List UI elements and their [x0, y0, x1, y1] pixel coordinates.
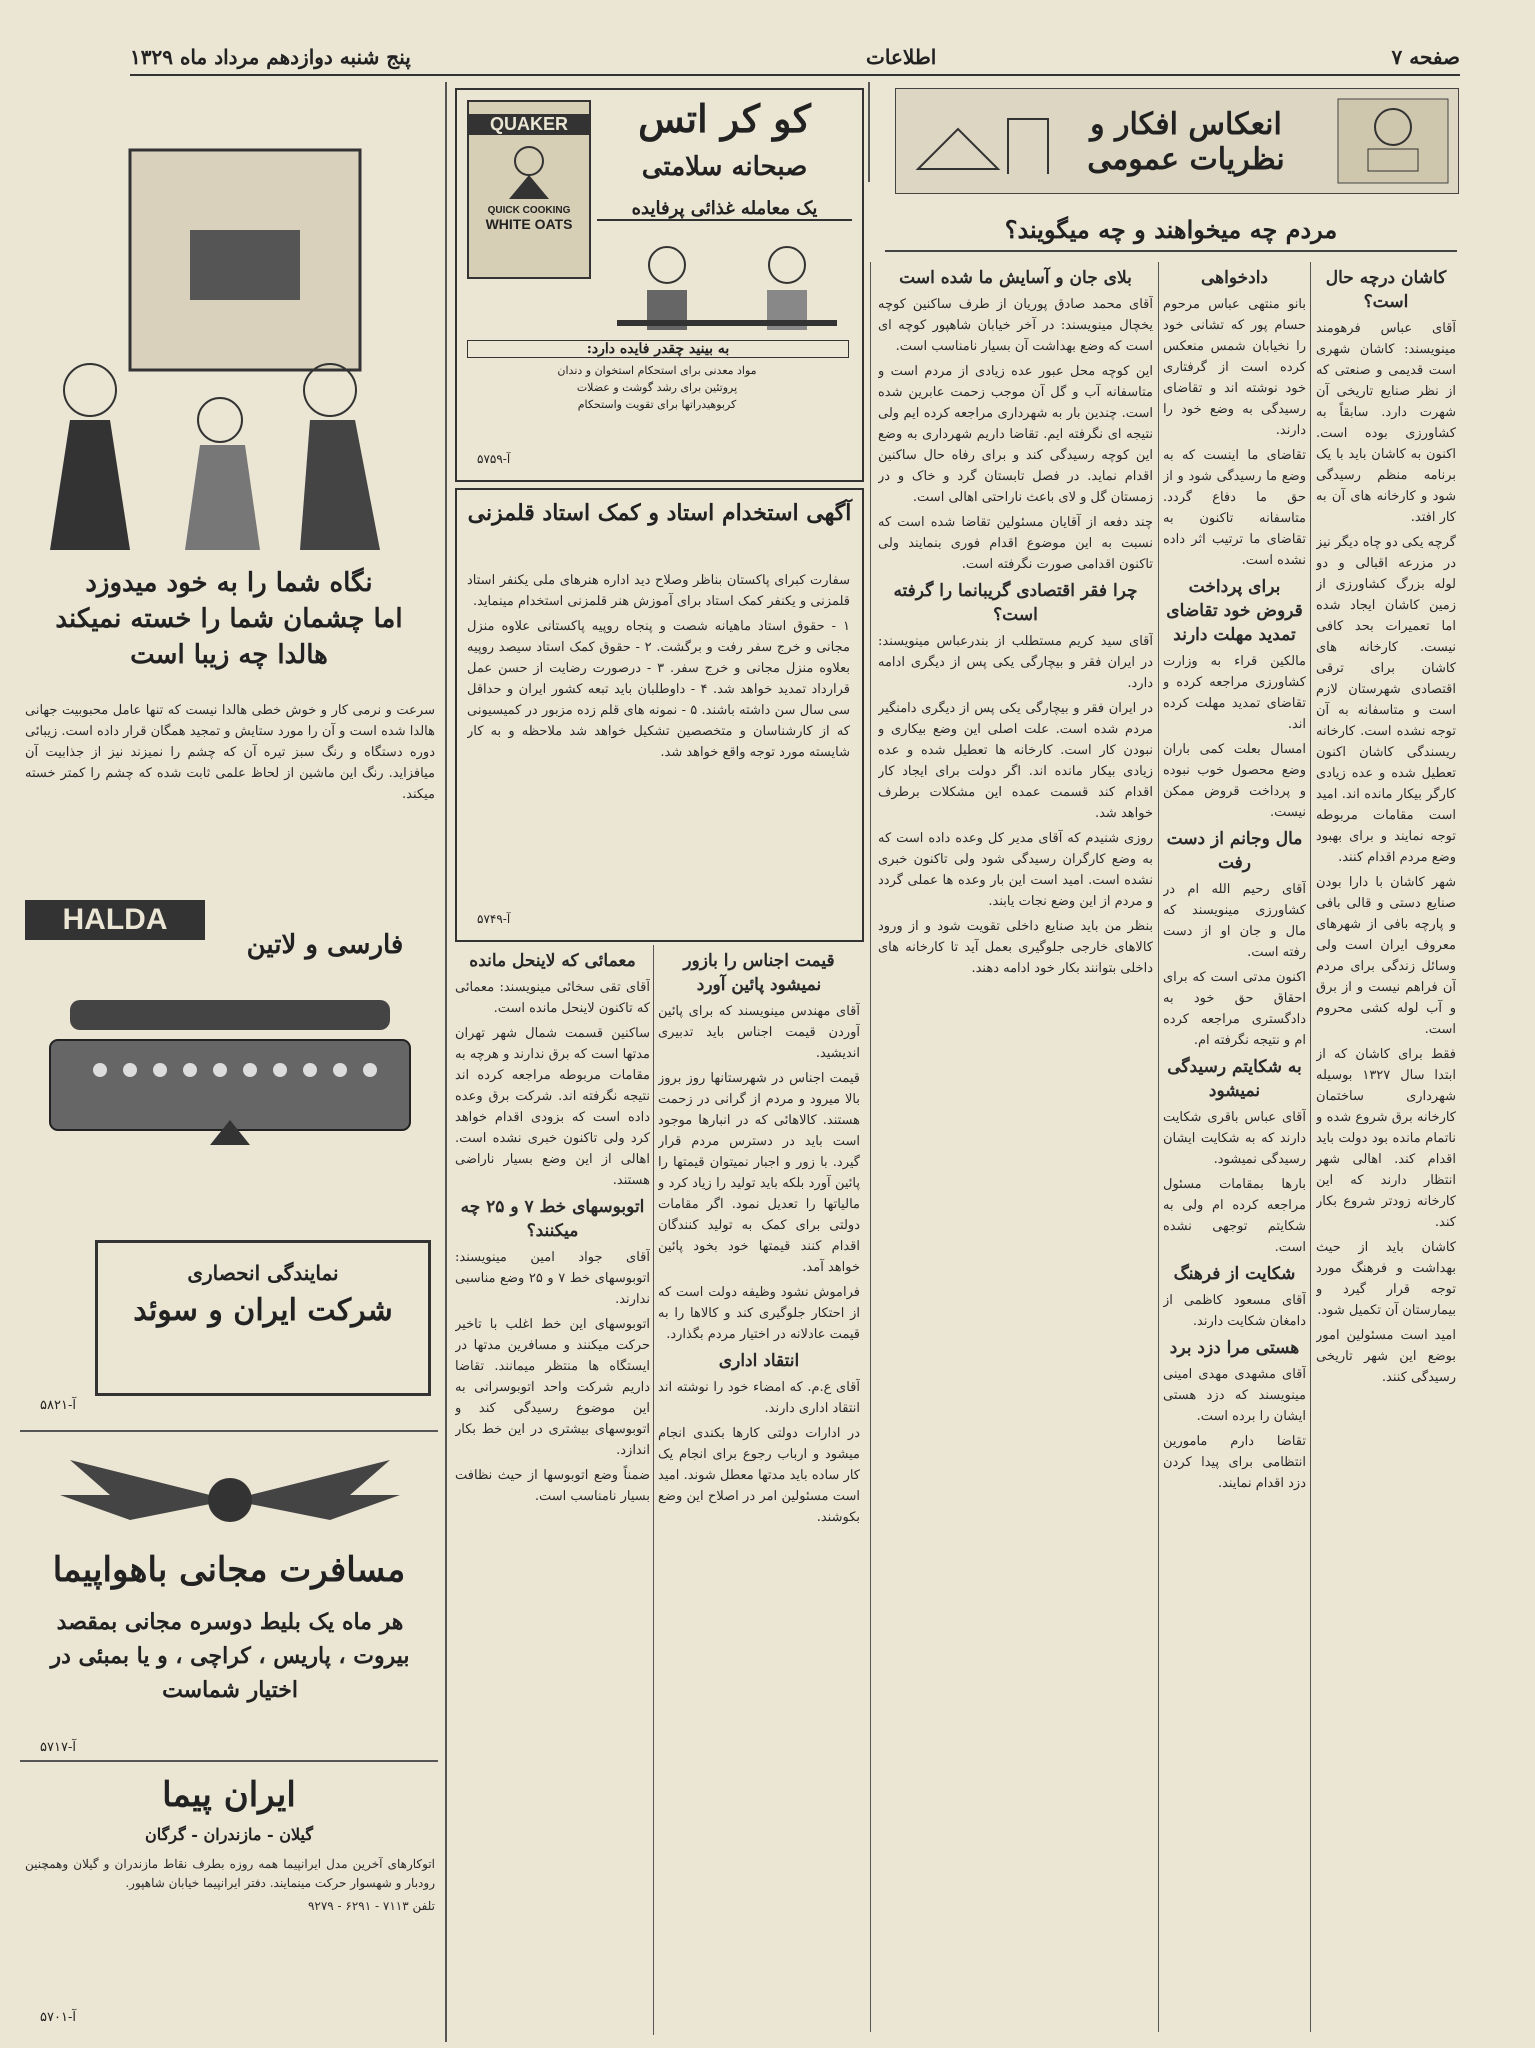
- article-title: شکایت از فرهنگ: [1173, 1264, 1296, 1284]
- halda-headline-3: هالدا چه زیبا است: [130, 640, 328, 670]
- typewriter-scene-illustration: [20, 90, 438, 560]
- banner-title: انعکاس افکار و نظریات عمومی: [1087, 107, 1285, 177]
- article-body: آقای مشهدی مهدی امینی مینویسند که دزد هستی ایشان را برده است.: [1163, 1367, 1306, 1424]
- article-body: بانو منتهی عباس مرحوم حسام پور که تشانی خود را نخیابان شمس منعکس کرده است از گرفتاری خود نوشته اند و تقاضای رسیدگی به وضع خود را دارند.: [1163, 297, 1306, 438]
- quaker-tag: صبحانه سلامتی: [641, 152, 808, 182]
- issue-date: پنج شنبه دوازدهم مرداد ماه ۱۳۲۹: [130, 45, 411, 69]
- iranpeyma-title: ایران پیما: [162, 1775, 296, 1815]
- column-divider: [1158, 262, 1159, 2032]
- section-banner: [895, 88, 1459, 194]
- section-headline: مردم چه میخواهند و چه میگویند؟: [885, 215, 1457, 252]
- teacher-body-text: سفارت کبرای پاکستان بناظر وصلاح دید اداره هنرهای ملی یکنفر استاد قلمزنی و یکنفر کمک استاد برای آموزش هنر قلمزنی استخدام مینماید.: [467, 573, 850, 609]
- column-divider: [868, 82, 870, 182]
- quaker-benefit-line: مواد معدنی برای استحکام استخوان و دندان: [557, 364, 757, 377]
- article-title: انتقاد اداری: [718, 1351, 800, 1371]
- article-title: برای پرداخت قروض خود تقاضای تمدید مهلت دارند: [1166, 577, 1303, 645]
- halda-body: سرعت و نرمی کار و خوش خطی هالدا نیست که تنها عامل محبوبیت جهانی هالدا شده است و آن را مورد ستایش و تمجید همگان قرار داده است. زیبائی دوره دستگاه و رنگ سبز تیره آن که چشم را نمیزند نیز از جذابیت آن میافزاید. رنگ این ماشین از لحاظ علمی ثابت شده که چشم را کمتر خسته میکند.: [25, 703, 435, 802]
- halda-code: آ-۵۸۲۱: [40, 1398, 76, 1413]
- halda-headline-2: اما چشمان شما را خسته نمیکند: [55, 604, 403, 634]
- article-body: آقای محمد صادق پوریان از طرف ساکنین کوچه یخچال مینویسند: در آخر خیابان شاهپور کوچه ای است که وضع بهداشت آن بسیار نامناسب است.: [878, 297, 1153, 354]
- article-column-2: دادخواهی بانو منتهی عباس مرحوم حسام پور که تشانی خود را نخیابان شمس منعکس کرده است از گرفتاری خود نوشته اند و تقاضای رسیدگی به وضع خود را دارند. تقاضای ما اینست که به وضع ما رسیدگی شود و از حق ما دفاع گردد. متاسفانه تاکنون به تقاضای ما ترتیب اثر داده نشده است. برای پرداخت قروض خود تقاضای تمدید مهلت دارند مالکین قراء به وزارت کشاورزی مراجعه کرده و تقاضای تمدید مهلت کرده اند. امسال بعلت کمی باران وضع محصول خوب نبوده و پرداخت قروض ممکن نیست. مال وجانم از دست رفت آقای رحیم الله ام در کشاورزی مینویسند که مال و جان او از دست رفته است. اکنون مدتی است که برای احقاق حق خود به دادگستری مراجعه کرده ام و نتیجه نگرفته ام. به شکایتم رسیدگی نمیشود آقای عباس باقری شکایت دارند که به شکایت ایشان رسیدگی نمیشود. بارها بمقامات مسئول مراجعه کرده ام ولی به شکایتم توجهی نشده است. شکایت از فرهنگ آقای مسعود کاظمی از دامغان شکایت دارند. هستی مرا دزد برد آقای مشهدی مهدی امینی مینویسند که دزد هستی ایشان را برده است. تقاضا دارم مامورین انتظامی برای پیدا کردن دزد اقدام نمایند.: [1163, 268, 1306, 1491]
- quaker-deal: یک معامله غذائی پرفایده: [597, 198, 852, 221]
- article-body: آقای جواد امین مینویسند: اتوبوسهای خط ۷ و ۲۵ وضع مناسبی ندارند.: [455, 1250, 650, 1307]
- airline-title: مسافرت مجانی باهواپیما: [52, 1550, 406, 1590]
- article-body: آقای عباس فرهومند مینویسند: کاشان شهری است قدیمی و صنعتی که از نظر صنایع تاریخی آن شهرت دارد. سابقاً به کشاورزی بوده است. اکنون به کاشان باید با یک برنامه منظم رسیدگی شود و کارخانه های آن به کار افتد.: [1316, 321, 1456, 525]
- iranpeyma-sub: گیلان - مازندران - گرگان: [145, 1825, 313, 1844]
- article-body: آقای ع.م. که امضاء خود را نوشته اند انتقاد اداری دارند.: [658, 1380, 860, 1416]
- quaker-oats: WHITE OATS: [485, 216, 573, 232]
- halda-agency-box: [95, 1240, 431, 1396]
- quaker-box: [467, 100, 591, 279]
- article-column-4: قیمت اجناس را بازور نمیشود پائین آورد آقای مهندس مینویسند که برای پائین آوردن قیمت اجناس باید تدبیری اندیشید. قیمت اجناس در شهرستانها روز بروز بالا میرود و مردم از گرانی در زحمت هستند. کالاهائی که در انبارها موجود است باید در دسترس مردم قرار گیرد. با زور و اجبار نمیتوان قیمتها را پائین آورد بلکه باید تولید را زیاد کرد و مالیاتها را تعدیل نمود. اگر مقامات دولتی برای کمک به تولید کنندگان اقدام کنند قیمتها خود بخود پائین خواهد آمد. فراموش نشود وظیفه دولت است که از احتکار جلوگیری کند و کالاها را به قیمت عادلانه در اختیار مردم بگذارد. انتقاد اداری آقای ع.م. که امضاء خود را نوشته اند انتقاد اداری دارند. در ادارات دولتی کارها بکندی انجام میشود و ارباب رجوع برای انجام یک کار ساده باید مدتها معطل شوند. امید است مسئولین امر در اصلاح این وضع بکوشند.: [658, 951, 860, 1525]
- article-body: آقای مهندس مینویسند که برای پائین آوردن قیمت اجناس باید تدبیری اندیشید.: [658, 1004, 860, 1061]
- quaker-benefit: به بینید چقدر فایده دارد:: [467, 340, 849, 358]
- column-divider: [1310, 262, 1311, 2032]
- quaker-benefit-line: پروتئین برای رشد گوشت و عضلات: [576, 381, 738, 394]
- article-title: بلای جان و آسایش ما شده است: [899, 268, 1132, 288]
- article-title: کاشان درچه حال است؟: [1325, 268, 1447, 312]
- halda-illustration: [20, 90, 438, 560]
- quaker-sub: QUICK COOKING: [487, 205, 571, 216]
- page-number: صفحه ۷: [1391, 45, 1460, 69]
- section-divider: [20, 1760, 438, 1762]
- article-title: اتوبوسهای خط ۷ و ۲۵ چه میکنند؟: [460, 1197, 645, 1241]
- article-body: آقای تقی سخائی مینویسند: معمائی که تاکنون لاینحل مانده است.: [455, 980, 650, 1016]
- column-divider: [653, 945, 654, 2035]
- page-header: [130, 40, 1460, 76]
- article-body: آقای سید کریم مستطلب از بندرعباس مینویسند: در ایران فقر و بیچارگی یکی پس از دیگری ادامه دارد.: [878, 634, 1153, 691]
- article-title: معمائی که لاینحل مانده: [469, 951, 636, 971]
- article-body: آقای مسعود کاظمی از دامغان شکایت دارند.: [1163, 1293, 1306, 1329]
- teacher-ad: [455, 488, 864, 942]
- airline-body: هر ماه یک بلیط دوسره مجانی بمقصد بیروت ، پاریس ، کراچی ، و یا بمبئی در اختیار شماست: [50, 1609, 410, 1703]
- iranpeyma-code: آ-۵۷۰۱: [40, 2010, 76, 2025]
- halda-agency: نمایندگی انحصاری: [187, 1261, 339, 1285]
- article-title: هستی مرا دزد برد: [1169, 1338, 1300, 1358]
- quaker-benefit-list: [467, 362, 847, 413]
- halda-langs: فارسی و لاتین: [246, 930, 404, 960]
- article-body: مالکین قراء به وزارت کشاورزی مراجعه کرده و تقاضای تمدید مهلت کرده اند.: [1163, 654, 1306, 732]
- column-divider: [870, 262, 871, 2032]
- article-column-5: معمائی که لاینحل مانده آقای تقی سخائی مینویسند: معمائی که تاکنون لاینحل مانده است. ساکنین قسمت شمال شهر تهران مدتها است که برق ندارند و هرچه به مقامات مربوطه مراجعه کرده اند نتیجه نگرفته اند. شرکت برق وعده داده است که بزودی اقدام خواهد کرد ولی تاکنون خبری نشده است. اهالی از این وضع بسیار ناراضی هستند. اتوبوسهای خط ۷ و ۲۵ چه میکنند؟ آقای جواد امین مینویسند: اتوبوسهای خط ۷ و ۲۵ وضع مناسبی ندارند. اتوبوسهای این خط اغلب با تاخیر حرکت میکنند و مسافرین مدتها در ایستگاه ها منتظر میمانند. تقاضا داریم شرکت واحد اتوبوسرانی به این موضوع رسیدگی کند و اتوبوسهای بیشتری در این خط بکار اندازد. ضمناً وضع اتوبوسها از حیث نظافت بسیار نامناسب است.: [455, 951, 650, 1504]
- teacher-code: آ-۵۷۴۹: [477, 912, 511, 926]
- iranpeyma-body: اتوکارهای آخرین مدل ایرانپیما همه روزه بطرف نقاط مازندران و گیلان وهمچنین رودبار و شهسوار حرکت مینمایند. دفتر ایرانپیما خیابان شاهپور. تلفن ۷۱۱۳ - ۶۲۹۱ - ۹۲۷۹: [25, 1857, 435, 1913]
- article-column-3: بلای جان و آسایش ما شده است آقای محمد صادق پوریان از طرف ساکنین کوچه یخچال مینویسند: در آخر خیابان شاهپور کوچه ای است که وضع بهداشت آن بسیار نامناسب است. این کوچه محل عبور عده زیادی از مردم است و متاسفانه آب و گل آن موجب زحمت عابرین شده است. چندین بار به شهرداری مراجعه کرده ایم ولی نتیجه ای نگرفته ایم. تقاضا داریم شهرداری به وضع این کوچه رسیدگی کند و برای رفاه حال ساکنین اقدام نماید. در فصل تابستان گرد و خاک و در زمستان گل و لای باعث ناراحتی اهالی است. چند دفعه از آقایان مسئولین تقاضا شده است که نسبت به این موضوع اقدام فوری بنمایند ولی تاکنون اقدامی صورت نگرفته است. چرا فقر اقتصادی گریبانما را گرفته است؟ آقای سید کریم مستطلب از بندرعباس مینویسند: در ایران فقر و بیچارگی یکی پس از دیگری ادامه دارد. در ایران فقر و بیچارگی یکی پس از دیگری دامنگیر مردم شده است. علت اصلی این وضع بیکاری و نبودن کار است. کارخانه ها تعطیل شده و عده زیادی بیکار مانده اند. اگر دولت برای ایجاد کار اقدام کند قسمت عمده این مشکلات برطرف خواهد شد. روزی شنیدم که آقای مدیر کل وعده داده است که به وضع کارگران رسیدگی شود ولی تاکنون خبری نشده است. امید است این بار وعده ها عملی گردد و مردم از این وضع نجات یابند. بنظر من باید صنایع داخلی تقویت شود و از ورود کالاهای خارجی جلوگیری بعمل آید تا کارخانه های داخلی بتوانند بکار خود ادامه دهند.: [878, 268, 1153, 976]
- halda-headlines: [20, 565, 438, 673]
- article-title: دادخواهی: [1200, 268, 1268, 288]
- article-column-1: کاشان درچه حال است؟ آقای عباس فرهومند مینویسند: کاشان شهری است قدیمی و صنعتی که از نظر صنایع تاریخی آن شهرت دارد. سابقاً به کشاورزی بوده است. اکنون به کاشان باید با یک برنامه منظم رسیدگی شود و کارخانه های آن به کار افتد. گرچه یکی دو چاه دیگر نیز در مزرعه اقبالی و دو لوله بزرگ کشاورزی از زمین کاشان ایجاد شده اما تعمیرات بحد کافی نیست. کارخانه های کاشان برای ترقی اقتصادی شهرستان لازم است و متاسفانه به آن توجه نشده است. کارخانه ریسندگی کاشان اکنون تعطیل شده و عده زیادی کارگر بیکار مانده اند. امید است مقامات مربوطه توجه نمایند و برای بهبود وضع مردم اقدام کنند. شهر کاشان با دارا بودن صنایع دستی و قالی بافی و پارچه بافی از شهرهای معروف ایران است ولی وسائل زندگی برای مردم آن فراهم نیست و از برق و آب لوله کشی محروم است. فقط برای کاشان که از ابتدا سال ۱۳۲۷ بوسیله شهرداری ساختمان کارخانه برق شروع شده و ناتمام مانده بود دولت باید اقدام کند. اهالی شهر انتظار دارند که این کارخانه زودتر شروع بکار کند. کاشان باید از حیث بهداشت و فرهنگ مورد توجه قرار گیرد و بیمارستان آن تکمیل شود. امید است مسئولین امور بوضع این شهر تاریخی رسیدگی کنند.: [1316, 268, 1456, 1385]
- article-title: به شکایتم رسیدگی نمیشود: [1167, 1057, 1302, 1101]
- article-title: قیمت اجناس را بازور نمیشود پائین آورد: [683, 951, 835, 995]
- wings-logo-icon: [50, 1440, 410, 1550]
- article-body: آقای عباس باقری شکایت دارند که به شکایت ایشان رسیدگی نمیشود.: [1163, 1110, 1306, 1167]
- article-title: مال وجانم از دست رفت: [1166, 829, 1303, 873]
- halda-headline-1: نگاه شما را به خود میدوزد: [85, 568, 373, 598]
- column-divider: [445, 82, 447, 2042]
- halda-company: شرکت ایران و سوئد: [133, 1293, 393, 1328]
- quaker-title: کو کر اتس: [638, 96, 811, 141]
- section-divider: [20, 1430, 438, 1432]
- airline-code: آ-۵۷۱۷: [40, 1740, 76, 1755]
- quaker-man-icon: [499, 141, 559, 201]
- halda-logo: HALDA: [25, 900, 205, 940]
- typewriter-icon: [30, 980, 430, 1160]
- teacher-title: آگهی استخدام استاد و کمک استاد قلمزنی: [467, 500, 852, 526]
- quaker-brand: QUAKER: [469, 114, 589, 135]
- breakfast-couple-illustration: [597, 230, 857, 335]
- quaker-ad: [455, 88, 864, 482]
- quaker-benefit-line: کربوهیدراتها برای تقویت واستحکام: [577, 398, 737, 411]
- teacher-body: سفارت کبرای پاکستان بناظر وصلاح دید اداره هنرهای ملی یکنفر استاد قلمزنی و یکنفر کمک استاد برای آموزش هنر قلمزنی استخدام مینماید. ۱ - حقوق استاد ماهیانه شصت و پنجاه روپیه پاکستانی علاوه منزل مجانی و خرج سفر رفت و برگشت. ۲ - حقوق کمک استاد سیصد روپیه بعلاوه منزل مجانی و خرج سفر. ۳ - درصورت رضایت از حسن عمل قرارداد تمدید خواهد شد. ۴ - داوطلبان باید تبعه کشور ایران و حداقل سی سال سن داشته باشند. ۵ - نمونه های قلم زده مزبور در کمیسیونی که از کارشناسان و متخصصین تشکیل خواهد شد ملاحظه و به کار شایسته مورد توجه واقع خواهد شد.: [467, 570, 850, 900]
- paper-name: اطلاعات: [866, 45, 937, 69]
- article-body: آقای رحیم الله ام در کشاورزی مینویسند که مال و جان او از دست رفته است.: [1163, 882, 1306, 960]
- article-title: چرا فقر اقتصادی گریبانما را گرفته است؟: [893, 581, 1138, 625]
- quaker-code: آ-۵۷۵۹: [477, 452, 511, 466]
